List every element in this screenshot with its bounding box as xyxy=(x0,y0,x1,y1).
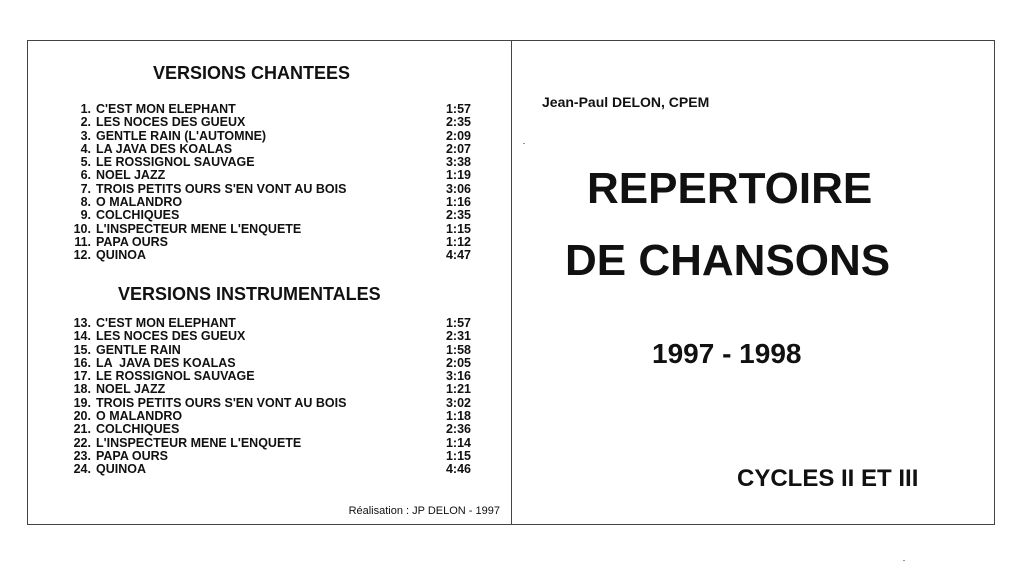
track-duration: 1:21 xyxy=(445,382,471,397)
track-duration: 1:58 xyxy=(445,342,471,357)
track-number: 23. xyxy=(73,448,91,463)
track-title: O MALANDRO xyxy=(96,409,183,424)
track-title: QUINOA xyxy=(96,248,146,263)
track-row xyxy=(69,236,471,249)
track-title: TROIS PETITS OURS S'EN VONT AU BOIS xyxy=(96,181,347,196)
track-title: COLCHIQUES xyxy=(96,422,180,437)
track-row xyxy=(69,130,471,143)
track-number: 19. xyxy=(73,395,91,410)
track-row xyxy=(69,357,471,370)
track-title: NOEL JAZZ xyxy=(96,168,166,183)
track-number: 20. xyxy=(73,409,91,424)
track-duration: 1:19 xyxy=(445,168,471,183)
track-row xyxy=(69,423,471,436)
track-title: GENTLE RAIN (L'AUTOMNE) xyxy=(96,128,267,143)
track-title: C'EST MON ELEPHANT xyxy=(96,316,236,330)
track-number: 17. xyxy=(73,369,91,384)
track-duration: 1:16 xyxy=(445,195,471,210)
instrumental-track-list xyxy=(69,317,471,477)
track-duration: 2:35 xyxy=(445,208,471,223)
track-row xyxy=(69,437,471,450)
track-row xyxy=(69,103,471,116)
track-row xyxy=(69,249,471,262)
track-number: 13. xyxy=(73,316,91,330)
track-number: 14. xyxy=(73,329,91,344)
track-title: LA JAVA DES KOALAS xyxy=(96,355,236,370)
track-number: 16. xyxy=(73,355,91,370)
track-title: COLCHIQUES xyxy=(96,208,180,223)
track-title: PAPA OURS xyxy=(96,234,168,249)
track-row xyxy=(69,169,471,182)
track-title: NOEL JAZZ xyxy=(96,382,166,397)
track-row xyxy=(69,156,471,169)
track-duration: 4:47 xyxy=(445,248,471,263)
track-number: 7. xyxy=(80,181,91,196)
track-duration: 1:57 xyxy=(445,316,471,330)
track-number: 18. xyxy=(73,382,91,397)
track-number: 21. xyxy=(73,422,91,437)
track-title: L'INSPECTEUR MENE L'ENQUETE xyxy=(96,221,302,236)
track-title: LES NOCES DES GUEUX xyxy=(96,115,246,130)
track-duration: 2:36 xyxy=(445,422,471,437)
scan-speck xyxy=(903,560,905,561)
track-row xyxy=(69,116,471,129)
track-number: 5. xyxy=(80,155,91,170)
track-duration: 2:35 xyxy=(445,115,471,130)
track-row xyxy=(69,450,471,463)
track-title: L'INSPECTEUR MENE L'ENQUETE xyxy=(96,435,302,450)
track-number: 1. xyxy=(80,102,91,116)
track-duration: 1:14 xyxy=(445,435,471,450)
track-number: 11. xyxy=(74,234,91,249)
track-number: 24. xyxy=(73,462,91,477)
track-number: 6. xyxy=(80,168,91,183)
track-title: TROIS PETITS OURS S'EN VONT AU BOIS xyxy=(96,395,347,410)
track-number: 15. xyxy=(73,342,91,357)
track-number: 4. xyxy=(80,141,91,156)
track-duration: 3:16 xyxy=(445,369,471,384)
track-number: 8. xyxy=(80,195,91,210)
track-row xyxy=(69,410,471,423)
track-duration: 1:18 xyxy=(445,409,471,424)
track-row xyxy=(69,330,471,343)
track-row xyxy=(69,317,471,330)
track-row xyxy=(69,143,471,156)
track-number: 22. xyxy=(73,435,91,450)
track-row xyxy=(69,370,471,383)
track-row xyxy=(69,183,471,196)
track-row xyxy=(69,344,471,357)
track-title: LE ROSSIGNOL SAUVAGE xyxy=(96,369,255,384)
track-duration: 2:09 xyxy=(445,128,471,143)
track-duration: 2:05 xyxy=(445,355,471,370)
track-duration: 3:06 xyxy=(445,181,471,196)
track-duration: 2:07 xyxy=(445,141,471,156)
track-row xyxy=(69,383,471,396)
track-row xyxy=(69,196,471,209)
scan-speck xyxy=(523,143,525,144)
track-duration: 3:38 xyxy=(445,155,471,170)
track-title: LES NOCES DES GUEUX xyxy=(96,329,246,344)
track-duration: 1:12 xyxy=(445,234,471,249)
track-duration: 1:15 xyxy=(445,221,471,236)
panel-divider xyxy=(511,40,512,525)
track-duration: 1:15 xyxy=(445,448,471,463)
album-title-line-2: DE CHANSONS xyxy=(565,236,891,285)
track-title: C'EST MON ELEPHANT xyxy=(96,102,236,116)
album-years: 1997 - 1998 xyxy=(652,338,802,369)
track-row xyxy=(69,223,471,236)
track-number: 9. xyxy=(80,208,91,223)
school-cycles: CYCLES II ET III xyxy=(737,465,919,492)
sung-track-list xyxy=(69,103,471,263)
track-title: LA JAVA DES KOALAS xyxy=(96,141,233,156)
production-credit: Réalisation : JP DELON - 1997 xyxy=(348,505,500,517)
track-row xyxy=(69,209,471,222)
track-row xyxy=(69,397,471,410)
track-number: 2. xyxy=(80,115,91,130)
track-title: QUINOA xyxy=(96,462,146,477)
album-title-line-1: REPERTOIRE xyxy=(587,164,873,213)
track-title: PAPA OURS xyxy=(96,448,168,463)
sung-versions-heading: VERSIONS CHANTEES xyxy=(153,63,351,83)
track-number: 3. xyxy=(80,128,91,143)
track-number: 10. xyxy=(73,221,91,236)
instrumental-versions-heading: VERSIONS INSTRUMENTALES xyxy=(118,284,381,304)
track-title: GENTLE RAIN xyxy=(96,342,181,357)
track-title: O MALANDRO xyxy=(96,195,183,210)
author-name: Jean-Paul DELON, CPEM xyxy=(542,94,710,110)
track-duration: 3:02 xyxy=(445,395,471,410)
track-number: 12. xyxy=(73,248,91,263)
track-row xyxy=(69,463,471,476)
track-title: LE ROSSIGNOL SAUVAGE xyxy=(96,155,255,170)
track-duration: 2:31 xyxy=(445,329,471,344)
track-duration: 1:57 xyxy=(445,102,471,116)
track-duration: 4:46 xyxy=(445,462,471,477)
